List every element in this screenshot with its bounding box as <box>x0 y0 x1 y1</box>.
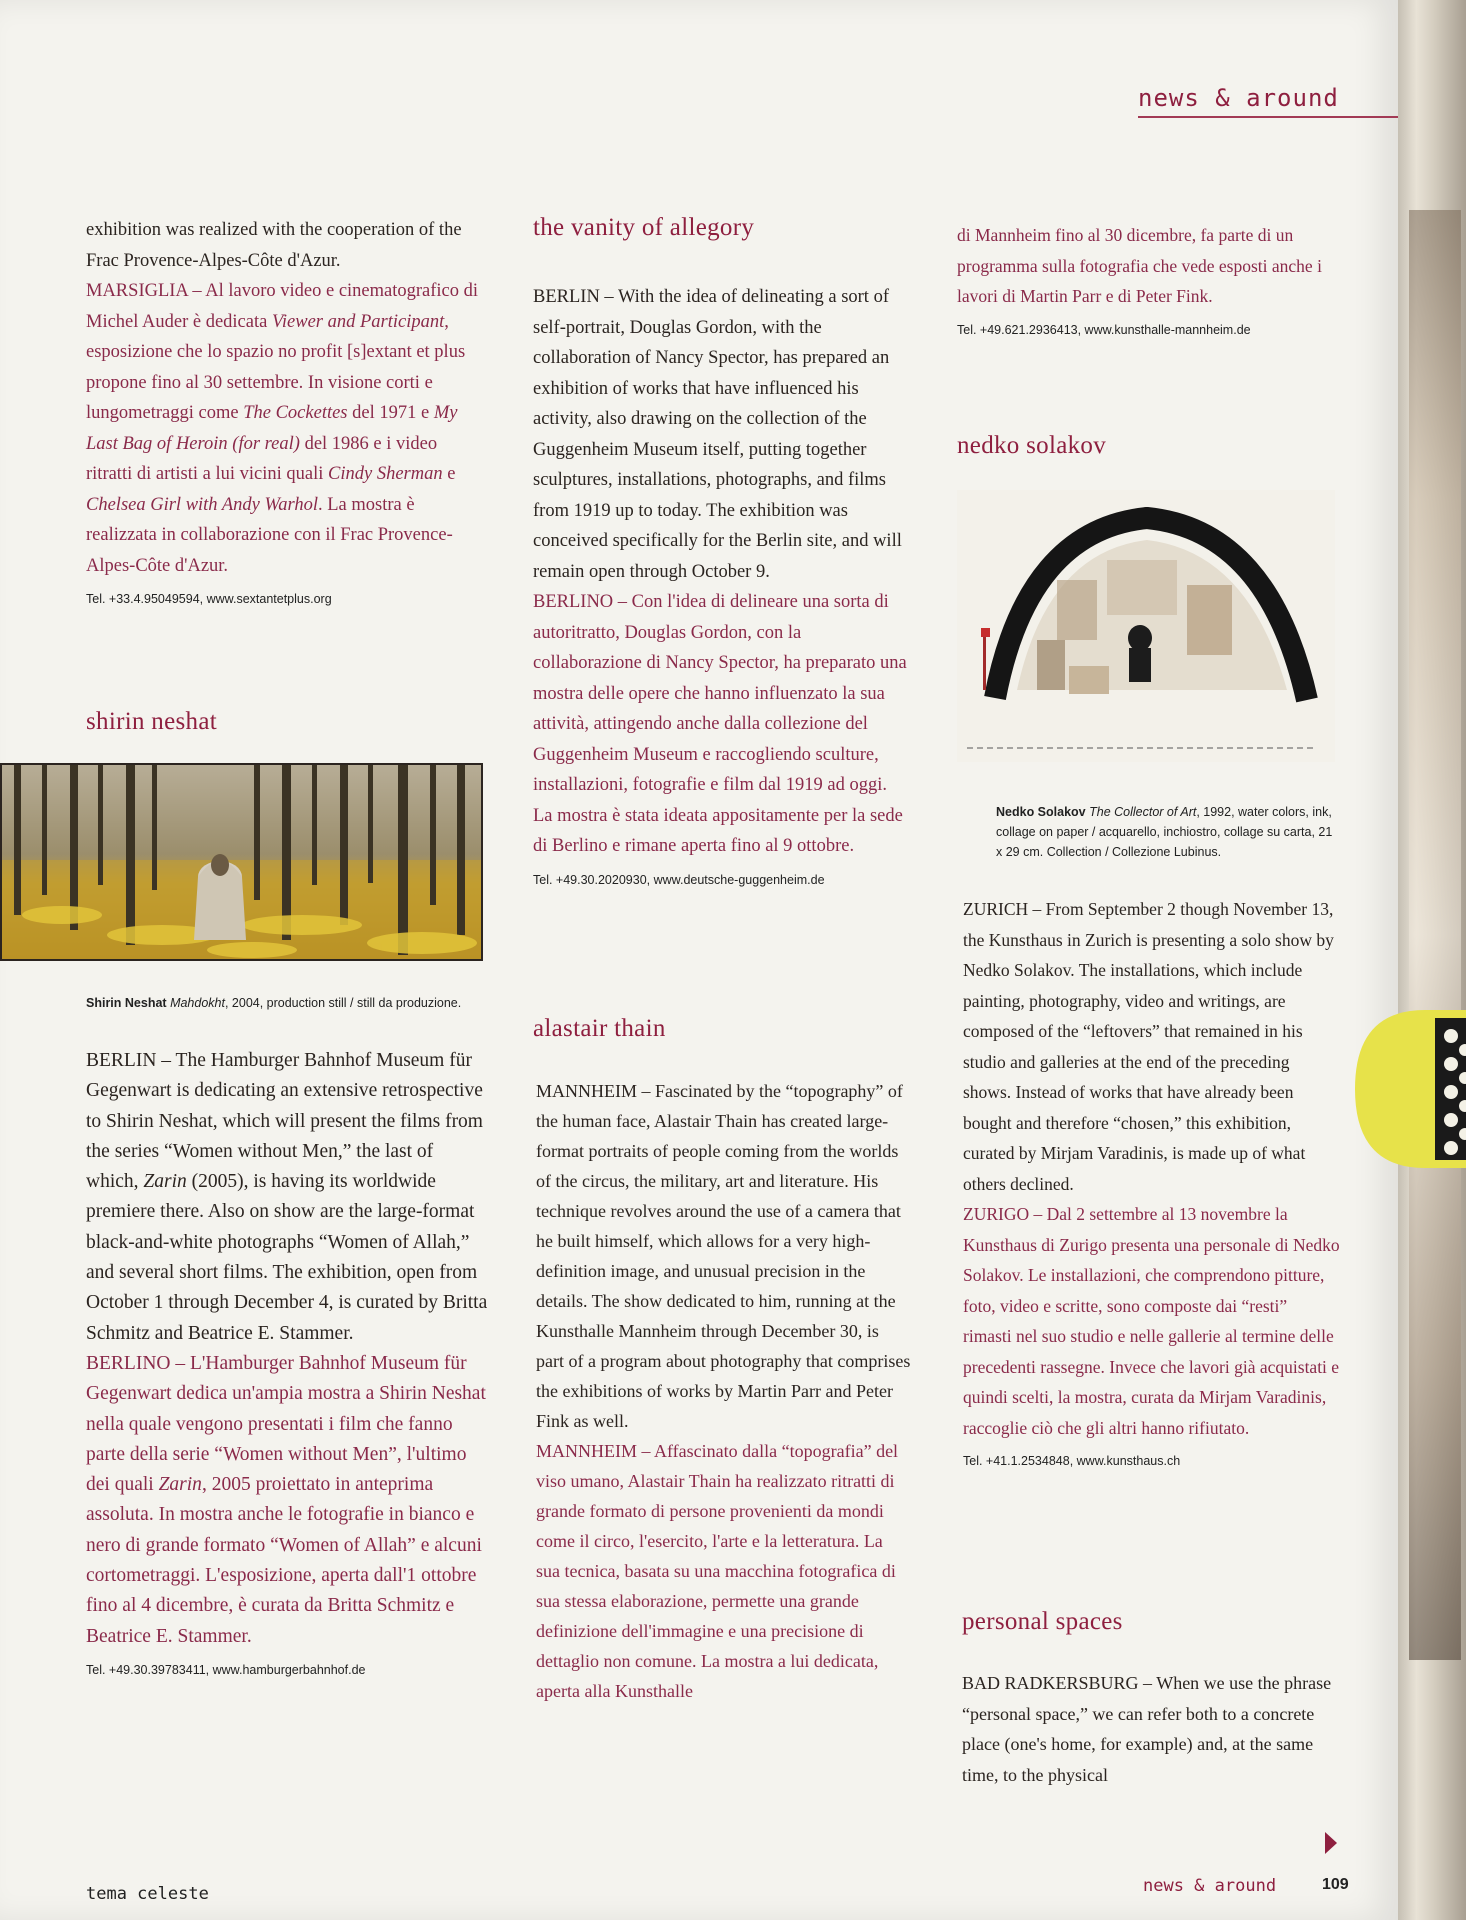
text-run: del 1986 e i video ritratti di artisti a lui vicini quali <box>86 433 438 484</box>
column-1-top <box>86 215 481 609</box>
text-run: , esposizione che lo spazio no profit [s]extant et plus propone fino al 30 settembre. In visione corti e lungometraggi come <box>86 311 466 423</box>
contact-line: Tel. +33.4.95049594, www.sextantetplus.org <box>86 592 332 606</box>
header-rule <box>1138 116 1398 118</box>
italian-paragraph-berlino <box>86 1349 488 1652</box>
column-2-top <box>533 282 908 890</box>
caption-artist: Nedko Solakov <box>996 805 1086 819</box>
city-label: MARSIGLIA <box>86 281 188 301</box>
text-run: BERLIN – The Hamburger Bahnhof Museum für Gegenwart is dedicating an extensive retrospective to Shirin Neshat, which will present the films from the series “Women without Men,” the last of which, <box>86 1050 483 1193</box>
contact-line: Tel. +41.1.2534848, www.kunsthaus.ch <box>963 1454 1181 1468</box>
work-title: Zarin <box>158 1474 202 1496</box>
column-3-top <box>957 220 1337 340</box>
shirin-neshat-caption <box>86 993 486 1013</box>
footer-section-label: news & around <box>1143 1876 1277 1896</box>
text-run: BERLINO – L'Hamburger Bahnhof Museum für Gegenwart dedica un'ampia mostra a Shirin Neshat nella quale vengono presentati i film che fanno parte della serie “Women without Men”, l'ultimo dei quali <box>86 1352 486 1496</box>
contact-line: Tel. +49.30.2020930, www.deutsche-guggenheim.de <box>533 872 825 887</box>
nedko-solakov-artwork <box>957 490 1335 762</box>
section-title-personal-spaces: personal spaces <box>962 1608 1123 1635</box>
column-3-bottom <box>962 1668 1347 1790</box>
section-title-alastair-thain: alastair thain <box>533 1015 666 1042</box>
shirin-neshat-photo <box>0 763 483 961</box>
footer-magazine-name: tema celeste <box>86 1884 209 1904</box>
page-stack-edge <box>1409 210 1461 1660</box>
work-title: Viewer and Participant <box>271 311 445 332</box>
contact-line: Tel. +49.621.2936413, www.kunsthalle-mannheim.de <box>957 322 1251 337</box>
nedko-solakov-caption <box>996 802 1336 862</box>
english-paragraph-berlin <box>86 1046 488 1349</box>
section-title-nedko-solakov: nedko solakov <box>957 432 1107 459</box>
continue-arrow-icon <box>1325 1832 1337 1854</box>
collector-of-art-drawing <box>957 490 1335 762</box>
text-run: del 1971 e <box>347 403 434 423</box>
continuation-text: exhibition was realized with the cooperation of the Frac Provence-Alpes-Côte d'Azur. <box>86 220 462 271</box>
english-paragraph-mannheim: MANNHEIM – Fascinated by the “topography” of the human face, Alastair Thain has created large-format portraits of people coming from the worlds of the circus, the military, art and literature. His technique revolves around the use of a camera that he built himself, which allows for a very high-definition image, and unusual precision in the details. The show dedicated to him, running at the Kunsthalle Mannheim through December 30, is part of a program about photography that comprises the exhibitions of works by Martin Parr and Peter Fink as well. <box>536 1081 911 1431</box>
english-paragraph-berlin: BERLIN – With the idea of delineating a sort of self-portrait, Douglas Gordon, with the collaboration of Nancy Spector, has prepared an exhibition of works that have influenced his activity, also drawing on the collection of the Guggenheim Museum itself, putting together sculptures, installations, photographs, and films from 1919 up to today. The exhibition was conceived specifically for the Berlin site, and will remain open through October 9. <box>533 287 902 582</box>
english-paragraph-bad-radkersburg: BAD RADKERSBURG – When we use the phrase “personal space,” we can refer both to a concrete place (one's home, for example) and, at the same time, to the physical <box>962 1673 1332 1785</box>
work-title: Chelsea Girl with Andy Warhol <box>86 494 318 515</box>
section-title-shirin-neshat: shirin neshat <box>86 708 217 735</box>
text-run: (2005), is having its worldwide premiere there. Also on show are the large-format black-and-white photographs “Women of Allah,” and several short films. The exhibition, open from October 1 through December 4, is curated by Britta Schmitz and Beatrice E. Stammer. <box>86 1171 488 1344</box>
bookmark-clip-icon <box>1355 1010 1466 1168</box>
page-number: 109 <box>1322 1876 1349 1893</box>
section-title-vanity-of-allegory: the vanity of allegory <box>533 214 755 241</box>
caption-details: , 2004, production still / still da produzione. <box>224 996 462 1010</box>
text-run: , 2005 proiettato in anteprima assoluta. In mostra anche le fotografie in bianco e nero di grande formato “Women of Allah” e alcuni cortometraggi. L'esposizione, aperta dall'1 ottobre fino al 4 dicembre, è curata da Britta Schmitz e Beatrice E. Stammer. <box>86 1474 482 1647</box>
binder-edge <box>1395 0 1466 1920</box>
work-title: Cindy Sherman <box>328 464 443 484</box>
contact-line: Tel. +49.30.39783411, www.hamburgerbahnhof.de <box>86 1662 366 1677</box>
caption-artist: Shirin Neshat <box>86 996 167 1010</box>
caption-work-title: The Collector of Art <box>1089 805 1197 819</box>
italian-paragraph-zurigo: ZURIGO – Dal 2 settembre al 13 novembre la Kunsthaus di Zurigo presenta una personale di Nedko Solakov. Le installazioni, che comprendono pitture, foto, video e scritte, sono composte dai “resti” rimasti nel suo studio e nelle gallerie al termine delle precedenti rassegne. Invece che lavori già acquistati e quindi scelti, la mostra, curata da Mirjam Varadinis, raccoglie ciò che gli altri hanno rifiutato. <box>963 1204 1340 1438</box>
column-3-middle <box>963 894 1340 1471</box>
italian-paragraph-berlino: BERLINO – Con l'idea di delineare una sorta di autoritratto, Douglas Gordon, con la collaborazione di Nancy Spector, ha preparato una mostra delle opere che hanno influenzato la sua attività, attingendo anche dalla collezione del Guggenheim Museum e raccogliendo sculture, installazioni, fotografie e film dal 1919 ad oggi. La mostra è stata ideata appositamente per la sede di Berlino e rimane aperta fino al 9 ottobre. <box>533 592 907 856</box>
italian-paragraph-mannheim: MANNHEIM – Affascinato dalla “topografia” del viso umano, Alastair Thain ha realizzato ritratti di grande formato di persone provenienti da mondi come il circo, l'esercito, l'arte e la letteratura. La sua tecnica, basata su una macchina fotografica di sua stessa elaborazione, permette una grande definizione dell'immagine e una precisione di dettaglio non comune. La mostra a lui dedicata, aperta alla Kunsthalle <box>536 1441 899 1701</box>
work-title: The Cockettes <box>243 403 348 423</box>
caption-work-title: Mahdokht <box>170 996 225 1010</box>
text-run: – Al lavoro video e cinematografico di Michel Auder è dedicata <box>86 281 479 332</box>
text-run: e <box>442 464 456 484</box>
italian-paragraph-marsiglia <box>86 276 481 581</box>
caption-details: , 1992, water colors, ink, collage on paper / acquarello, inchiostro, collage su carta, 21 x 29 cm. Collection / Collezione Lubinus. <box>996 805 1333 859</box>
work-title: Zarin <box>143 1171 187 1193</box>
work-title: My Last Bag of Heroin (for real) <box>86 403 458 454</box>
header-section-label: news & around <box>1138 84 1339 112</box>
column-2-bottom <box>536 1076 911 1706</box>
english-paragraph-zurich: ZURICH – From September 2 though November 13, the Kunsthaus in Zurich is presenting a solo show by Nedko Solakov. The installations, which include painting, photography, video and writings, are composed of the “leftovers” that remained in his studio and galleries at the end of the preceding shows. Instead of works that have already been bought and therefore “chosen,” this exhibition, curated by Mirjam Varadinis, is made up of what others declined. <box>963 899 1334 1194</box>
italian-paragraph-continuation: di Mannheim fino al 30 dicembre, fa parte di un programma sulla fotografia che vede esposti anche i lavori di Martin Parr e di Peter Fink. <box>957 225 1322 306</box>
column-1-bottom <box>86 1046 488 1680</box>
forest-image <box>2 765 483 961</box>
text-run: . La mostra è realizzata in collaborazione con il Frac Provence-Alpes-Côte d'Azur. <box>86 494 453 576</box>
